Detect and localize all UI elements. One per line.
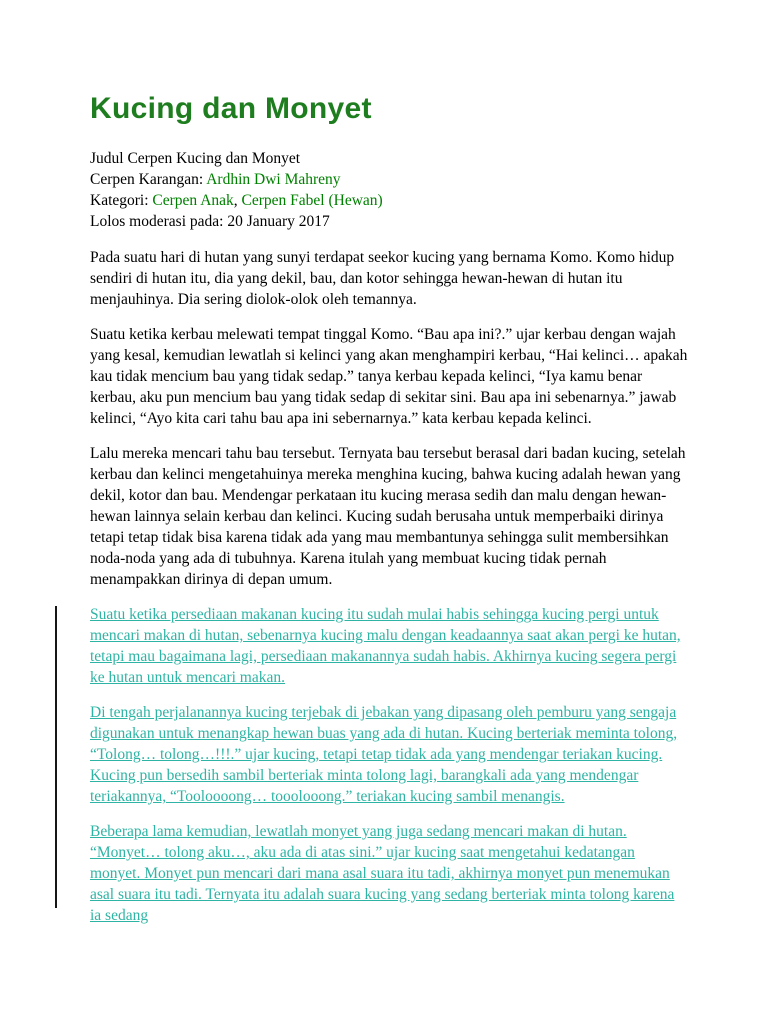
author-link[interactable]: Ardhin Dwi Mahreny — [206, 171, 341, 188]
paragraph-highlight: Suatu ketika persediaan makanan kucing itu sudah mulai habis sehingga kucing pergi untuk mencari makan di hutan, sebenarnya kucing malu dengan keadaannya saat akan pergi ke hutan, tetapi mau bagaimana lagi, persediaan makanannya sudah habis. Akhirnya kucing segera pergi ke hutan untuk mencari makan. — [90, 606, 681, 686]
meta-judul: Judul Cerpen Kucing dan Monyet — [90, 150, 301, 167]
meta-line — [90, 169, 688, 190]
paragraph: Lalu mereka mencari tahu bau tersebut. Ternyata bau tersebut berasal dari badan kucing, setelah kerbau dan kelinci mengetahuinya mereka menghina kucing, bahwa kucing adalah hewan yang dekil, kotor dan bau. Mendengar perkataan itu kucing merasa sedih dan malu dengan hewan-hewan lainnya selain kerbau dan kelinci. Kucing sudah berusaha untuk memperbaiki dirinya tetapi tetap tidak bisa karena tidak ada yang mau membantunya sehingga sulit membersihkan noda-noda yang ada di tubuhnya. Karena itulah yang membuat kucing tidak pernah menampakkan dirinya di depan umum. — [90, 445, 686, 588]
paragraph-highlight: Beberapa lama kemudian, lewatlah monyet yang juga sedang mencari makan di hutan. “Monyet… tolong aku…, aku ada di atas sini.” ujar kucing saat mengetahui kedatangan monyet. Monyet pun mencari dari mana asal suara itu tadi, akhirnya monyet pun menemukan asal suara itu tadi. Ternyata itu adalah suara kucing yang sedang berteriak minta tolong karena ia sedang — [90, 823, 675, 924]
meta-line — [90, 148, 688, 169]
meta-kategori-label: Kategori: — [90, 192, 153, 209]
paragraph: Suatu ketika kerbau melewati tempat tinggal Komo. “Bau apa ini?.” ujar kerbau dengan wajah yang kesal, kemudian lewatlah si kelinci yang akan menghampiri kerbau, “Hai kelinci… apakah kau tidak mencium bau yang tidak sedap.” tanya kerbau kepada kelinci, “Iya kamu benar kerbau, aku pun mencium bau yang tidak sedap di sekitar sini. Bau apa ini sebenarnya.” jawab kelinci, “Ayo kita cari tahu bau apa ini sebernarnya.” kata kerbau kepada kelinci. — [90, 326, 688, 427]
meta-line — [90, 190, 688, 211]
category-link-fabel[interactable]: Cerpen Fabel (Hewan) — [241, 192, 383, 209]
meta-block — [90, 148, 688, 232]
meta-moderasi: Lolos moderasi pada: 20 January 2017 — [90, 213, 330, 230]
meta-karangan-label: Cerpen Karangan: — [90, 171, 207, 188]
category-link-anak[interactable]: Cerpen Anak — [152, 192, 234, 209]
paragraph-highlight: Di tengah perjalanannya kucing terjebak di jebakan yang dipasang oleh pemburu yang sengaja digunakan untuk menangkap hewan buas yang ada di hutan. Kucing berteriak meminta tolong, “Tolong… tolong…!!!.” ujar kucing, tetapi tetap tidak ada yang mendengar teriakan kucing. Kucing pun bersedih sambil berteriak minta tolong lagi, barangkali ada yang mendengar teriakannya, “Tooloooong… tooolooong.” teriakan kucing sambil menangis. — [90, 704, 678, 805]
paragraph: Pada suatu hari di hutan yang sunyi terdapat seekor kucing yang bernama Komo. Komo hidup sendiri di hutan itu, dia yang dekil, bau, dan kotor sehingga hewan-hewan di hutan itu menjauhinya. Dia sering diolok-olok oleh temannya. — [90, 249, 675, 308]
story-body — [90, 247, 688, 926]
page-title: Kucing dan Monyet — [90, 92, 372, 125]
meta-separator: , — [233, 192, 242, 209]
meta-line — [90, 211, 688, 232]
left-margin-line — [55, 606, 57, 908]
